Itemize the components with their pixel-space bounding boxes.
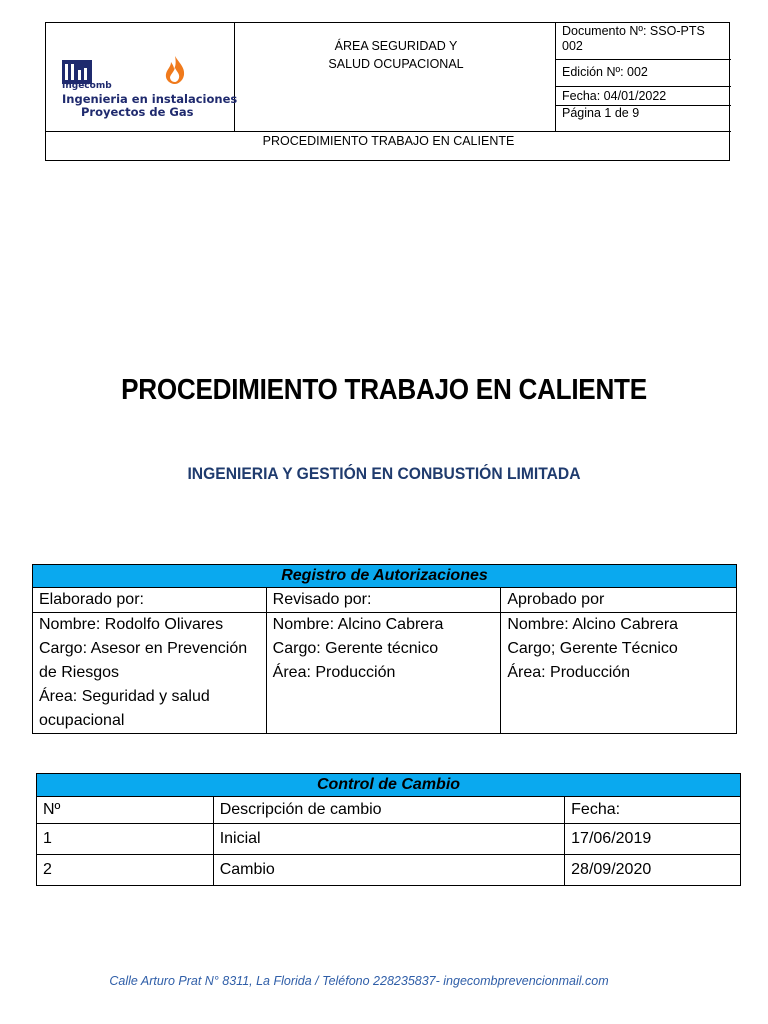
change-number: 1 — [37, 824, 214, 855]
approver-area: Área: Producción — [507, 664, 631, 681]
column-header: Revisado por: — [266, 588, 501, 613]
column-header: Descripción de cambio — [213, 797, 564, 824]
logo-tagline-1: Ingenieria en instalaciones — [62, 92, 238, 106]
table-caption: Registro de Autorizaciones — [33, 565, 737, 588]
edition-number: Edición Nº: 002 — [562, 65, 648, 79]
header-divider — [234, 23, 235, 131]
flame-icon — [162, 55, 188, 85]
area-title-line-1: ÁREA SEGURIDAD Y — [334, 39, 458, 53]
header-procedure-title: PROCEDIMIENTO TRABAJO EN CALIENTE — [262, 134, 515, 148]
authorizations-table — [32, 564, 737, 734]
header-divider — [555, 86, 731, 87]
header-divider — [46, 131, 731, 132]
table-header-row — [33, 588, 737, 613]
column-header: Elaborado por: — [33, 588, 267, 613]
document-number — [562, 24, 705, 54]
approver-role: Cargo; Gerente Técnico — [507, 640, 678, 657]
document-header — [45, 22, 730, 161]
document-number-line-2: 002 — [562, 39, 583, 53]
elaborado-cell — [33, 613, 267, 734]
revisado-cell — [266, 613, 501, 734]
change-description: Inicial — [213, 824, 564, 855]
table-caption: Control de Cambio — [37, 774, 741, 797]
change-date: 28/09/2020 — [565, 855, 741, 886]
change-description: Cambio — [213, 855, 564, 886]
change-control-table — [36, 773, 741, 886]
author-role: Cargo: Asesor en Prevención de Riesgos — [39, 640, 248, 681]
document-number-line-1: Documento Nº: SSO-PTS — [562, 24, 705, 38]
page-number: Página 1 de 9 — [562, 106, 640, 120]
area-title-line-2: SALUD OCUPACIONAL — [328, 57, 464, 71]
column-header: Nº — [37, 797, 214, 824]
page-footer: Calle Arturo Prat N° 8311, La Florida / Teléfono 228235837- ingecombprevencionmail.com — [109, 974, 609, 988]
column-header: Aprobado por — [501, 588, 737, 613]
header-divider — [555, 59, 731, 60]
approver-name: Nombre: Alcino Cabrera — [507, 616, 679, 633]
author-area: Área: Seguridad y salud ocupacional — [39, 688, 210, 729]
table-row — [33, 613, 737, 734]
company-logo — [60, 53, 238, 123]
page-subtitle: INGENIERIA Y GESTIÓN EN CONBUSTIÓN LIMITADA — [187, 464, 581, 483]
aprobado-cell — [501, 613, 737, 734]
column-header: Fecha: — [565, 797, 741, 824]
document-date: Fecha: 04/01/2022 — [562, 89, 667, 103]
author-name: Nombre: Rodolfo Olivares — [39, 616, 224, 633]
table-header-row — [37, 797, 741, 824]
reviewer-name: Nombre: Alcino Cabrera — [272, 616, 444, 633]
area-title — [236, 37, 556, 73]
change-number: 2 — [37, 855, 214, 886]
logo-brand: Ingecomb — [62, 81, 112, 91]
reviewer-area: Área: Producción — [272, 664, 396, 681]
reviewer-role: Cargo: Gerente técnico — [272, 640, 439, 657]
table-row — [37, 855, 741, 886]
logo-tagline-2: Proyectos de Gas — [81, 105, 194, 119]
table-row — [37, 824, 741, 855]
page-title: PROCEDIMIENTO TRABAJO EN CALIENTE — [121, 374, 647, 406]
change-date: 17/06/2019 — [565, 824, 741, 855]
